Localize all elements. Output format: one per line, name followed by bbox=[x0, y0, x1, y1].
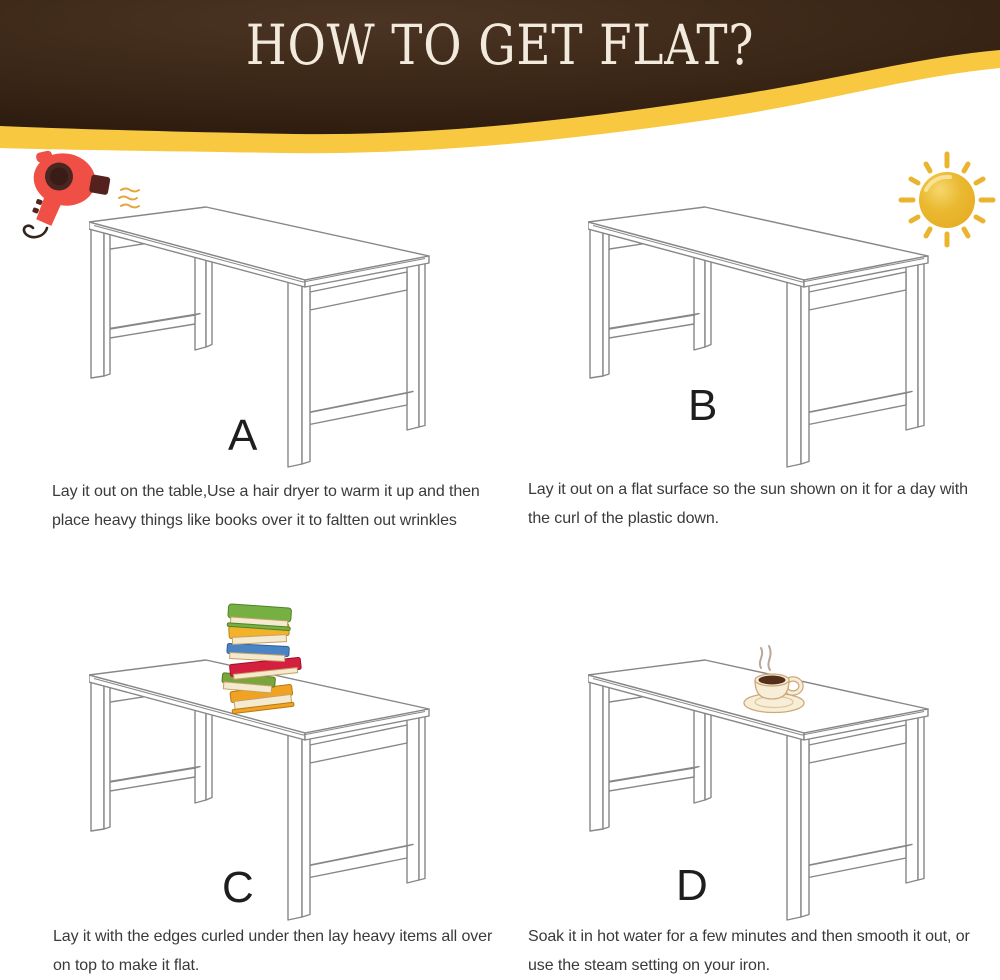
page-title: HOW TO GET FLAT? bbox=[245, 13, 755, 77]
coffee-cup-icon bbox=[730, 638, 822, 720]
caption-d-line2: use the steam setting on your iron. bbox=[528, 957, 770, 974]
header-banner bbox=[0, 0, 1000, 170]
caption-a bbox=[52, 477, 480, 535]
section-label-b: B bbox=[688, 381, 718, 430]
caption-b bbox=[528, 475, 968, 533]
caption-c-line2: on top to make it flat. bbox=[53, 957, 200, 974]
caption-b-line2: the curl of the plastic down. bbox=[528, 510, 719, 527]
caption-c bbox=[53, 922, 492, 980]
table-illustration-b bbox=[588, 206, 933, 471]
caption-d-line1: Soak it in hot water for a few minutes and then smooth it out, or bbox=[528, 928, 970, 945]
caption-b-line1: Lay it out on a flat surface so the sun shown on it for a day with bbox=[528, 481, 968, 498]
section-label-c: C bbox=[222, 863, 254, 912]
caption-a-line2: place heavy things like books over it to faltten out wrinkles bbox=[52, 512, 457, 529]
section-label-d: D bbox=[676, 861, 708, 910]
hair-dryer-icon bbox=[12, 148, 142, 240]
sun-icon bbox=[890, 148, 1000, 253]
caption-a-line1: Lay it out on the table,Use a hair dryer to warm it up and then bbox=[52, 483, 480, 500]
books-stack-icon bbox=[215, 600, 305, 715]
caption-d bbox=[528, 922, 970, 980]
section-label-a: A bbox=[228, 411, 258, 460]
table-illustration-a bbox=[89, 206, 434, 471]
caption-c-line1: Lay it with the edges curled under then lay heavy items all over bbox=[53, 928, 493, 945]
